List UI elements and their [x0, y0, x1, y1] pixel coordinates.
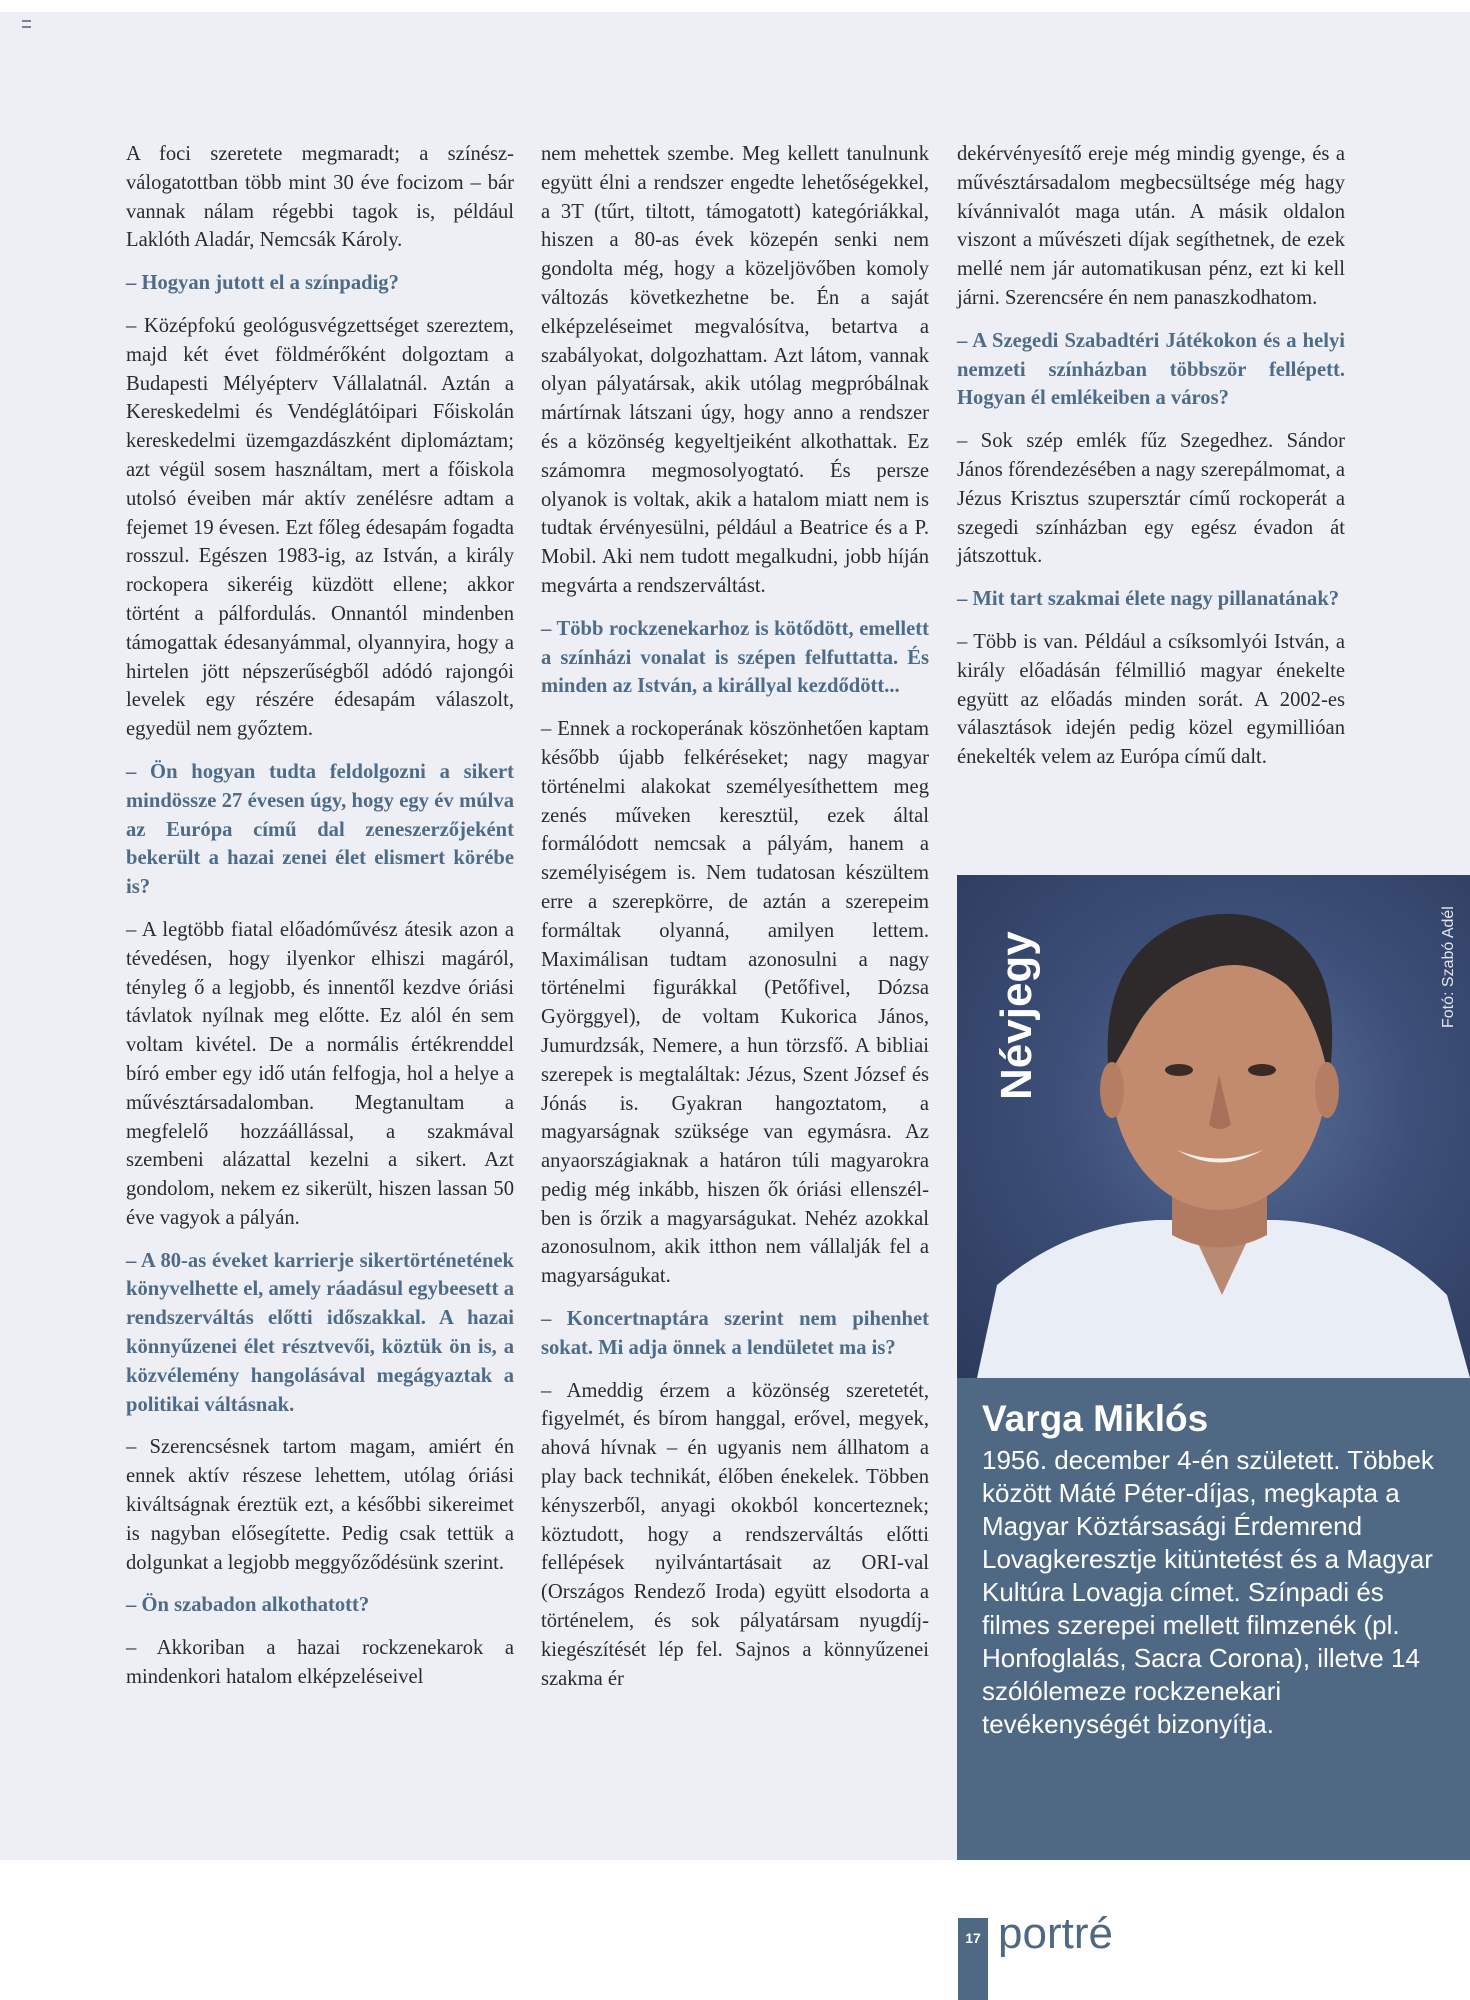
- bio-box: [957, 1378, 1470, 1860]
- interview-question: – A Szegedi Szabadtéri Játékokon és a helyi nemzeti színházban többször fellépett. Hogyan él emlékeiben a város?: [957, 329, 1345, 410]
- interview-paragraph: A foci szeretete megmaradt; a színészválogatottban több mint 30 éve focizom – bár vannak nálam régebbi tagok is, például Laklóth Aladár, Nemcsák Károly.: [126, 143, 514, 252]
- menu-icon: [22, 20, 31, 28]
- interview-paragraph: dekérvényesítő ereje még mindig gyenge, és a művésztársadalom megbecsültsége még hagy kívánnivalót maga után. A másik oldalon viszont a művészeti díjak segíthetnek, de ezek mellé nem jár automatikusan pénz, ezt ki kell járni. Szerencsére én nem panaszkodhatom.: [957, 143, 1345, 309]
- photo-credit: Fotó: Szabó Adél: [1440, 906, 1457, 1028]
- text-column-3: [957, 140, 1345, 786]
- bio-name: Varga Miklós: [982, 1398, 1209, 1439]
- interview-paragraph: – Több is van. Például a csíksomlyói István, a király előadásán félmillió magyar énekelte együtt az előadás minden sorát. A 2002-es választások idején pedig közel egymillióan énekelték velem az Európa című dalt.: [957, 630, 1345, 769]
- interview-question: – A 80-as éveket karrierje sikertörténetének könyvelhette el, amely ráadásul egybeesett a rendszerváltás előtti időszakkal. A hazai könnyűzenei élet résztvevői, köztük ön is, a közvélemény hangolásával megágyaztak a politikai váltásnak.: [126, 1249, 514, 1416]
- interview-question: – Hogyan jutott el a színpadig?: [126, 272, 399, 295]
- interview-paragraph: – Akkoriban a hazai rockzenekarok a mindenkori hatalom elképzeléseivel: [126, 1637, 514, 1689]
- interview-paragraph: – Középfokú geológusvégzettséget szereztem, majd két évet földmérőként dolgoztam a Budapesti Mélyépterv Vállalatnál. Aztán a Kereskedelmi és Vendéglátóipari Főiskolán kereskedelmi üzemgazdászként diplomáztam; azt végül sosem használtam, mert a főiskola utolsó éveiben már aktív zenélésre adtam a fejemet 19 évesen. Ezt főleg édesapám fogadta rosszul. Egészen 1983-ig, az István, a király rockopera sikeréig küzdött ellene; akkor történt a pálfordulás. Onnantól mindenben támogattak édesanyámmal, olyannyira, hogy a hirtelen jött népszerűségből adódó rajongói levelek egy részére édesapám válaszolt, egyedül nem győztem.: [126, 314, 514, 741]
- interview-paragraph: – Ameddig érzem a közönség szeretetét, figyelmét, és bírom hanggal, erővel, megyek, ahová hívnak – én ugyanis nem állhatom a play back technikát, élőben énekelek. Többen kényszerből, anyagi okokból koncerteznek; köztudott, hogy a rendszerváltás előtti fellépések nyilvántartásait az ORI-val (Országos Rendező Iroda) együtt elsodorta a történelem, és sok pályatársam nyugdíj-kiegészítését lép fel. Sajnos a könnyűzenei szakma ér: [541, 1379, 929, 1690]
- interview-question: – Koncertnaptára szerint nem pihenhet sokat. Mi adja önnek a lendületet ma is?: [541, 1308, 929, 1359]
- section-label: portré: [998, 1909, 1113, 1958]
- nevjegy-label: Névjegy: [992, 931, 1041, 1100]
- interview-paragraph: – Szerencsésnek tartom magam, amiért én ennek aktív részese lehettem, utólag óriási kiváltságnak éreztük ezt, a későbbi sikereimet is nagyban elősegítette. Pedig csak tettük a dolgunkat a legjobb meggyőződésünk szerint.: [126, 1436, 514, 1574]
- text-column-1: [126, 140, 514, 1706]
- interview-question: – Ön hogyan tudta feldolgozni a sikert mindössze 27 évesen úgy, hogy egy év múlva az Európa című dal zeneszerzőjeként bekerült a hazai zenei élet elismert körébe is?: [126, 760, 514, 899]
- page-number: 17: [965, 1930, 981, 1946]
- text-column-2: [541, 140, 929, 1707]
- interview-question: – Több rockzenekarhoz is kötődött, emellett a színházi vonalat is szépen felfuttatta. És minden az István, a királlyal kezdődött...: [541, 617, 929, 698]
- interview-paragraph: – Ennek a rockoperának köszönhetően kaptam később újabb felkéréseket; nagy magyar történelmi alakokat személyesíthettem meg zenés műveken keresztül, ezek által formálódott nemcsak a pályám, hanem a személyiségem is. Nem tudatosan készültem erre a szerepkörre, de aztán a szerepeim formáltak olyanná, amilyen lettem. Maximálisan tudtam azonosulni a nagy történelmi figurákkal (Petőfivel, Dózsa Györggyel), de voltam Kukorica János, Jumurdzsák, Nemere, a hun törzsfő. A bibliai szerepek is megtaláltak: Jézus, Szent József és Jónás is. Gyakran hangoztatom, a magyarságnak szüksége van egymásra. Az anyaországiaknak a határon túli magyarokra pedig még inkább, hiszen ők óriási ellenszélben is őrzik a magyarságukat. Nehéz azokkal azonosulnom, akik itthon nem vállalják fel a magyarságukat.: [541, 718, 929, 1288]
- bio-text: 1956. december 4-én született. Többek között Máté Péter-díjas, megkapta a Magyar Köztársasági Érdemrend Lovagkeresztje kitüntetést és a Magyar Kultúra Lovagja címet. Színpadi és filmes szerepei mellett filmzenék (pl. Honfoglalás, Sacra Corona), illetve 14 szólólemeze rockzenekari tevékenységét bizonyítja.: [982, 1445, 1434, 1739]
- interview-paragraph: nem mehettek szembe. Meg kellett tanulnunk együtt élni a rendszer engedte lehetőségekkel, a 3T (tűrt, tiltott, támogatott) kategóriákkal, hiszen a 80-as évek közepén senki nem gondolta még, hogy a közeljövőben komoly változás következhetne be. Én a saját elképzeléseimet megvalósítva, betartva a szabályokat, dolgozhattam. Azt látom, vannak olyan pályatársak, akik utólag megpróbálnak mártírnak látszani úgy, hogy anno a rendszer és a közönség kegyeltjeiként alkothattak. Ez számomra megmosolyogtató. És persze olyanok is voltak, akik a hatalom miatt nem is tudtak érvényesülni, például a Beatrice és a P. Mobil. Aki nem tudott megalkudni, jobb híján megvárta a rendszerváltást.: [541, 143, 929, 597]
- interview-paragraph: – A legtöbb fiatal előadóművész átesik azon a tévedésen, hogy ilyenkor elhiszi magáról, tényleg ő a legjobb, és innentől kezdve óriási távlatok nyílnak meg előtte. Ez alól én sem voltam kivétel. De a normális értékrenddel bíró ember egy idő után felfogja, hol a helye a művésztársadalomban. Megtanultam a megfelelő hozzáállással, a szakmával szembeni alázattal kezelni a sikert. Azt gondolom, nekem ez sikerült, hiszen lassan 50 éve vagyok a pályán.: [126, 918, 514, 1229]
- interview-paragraph: – Sok szép emlék fűz Szegedhez. Sándor János főrendezésében a nagy szerepálmomat, a Jézus Krisztus szupersztár című rockoperát a szegedi színházban egy egész évadon át játszottuk.: [957, 430, 1345, 568]
- interview-question: – Ön szabadon alkothatott?: [126, 1594, 370, 1617]
- interview-question: – Mit tart szakmai élete nagy pillanatának?: [957, 588, 1340, 611]
- top-strip: [0, 0, 1470, 12]
